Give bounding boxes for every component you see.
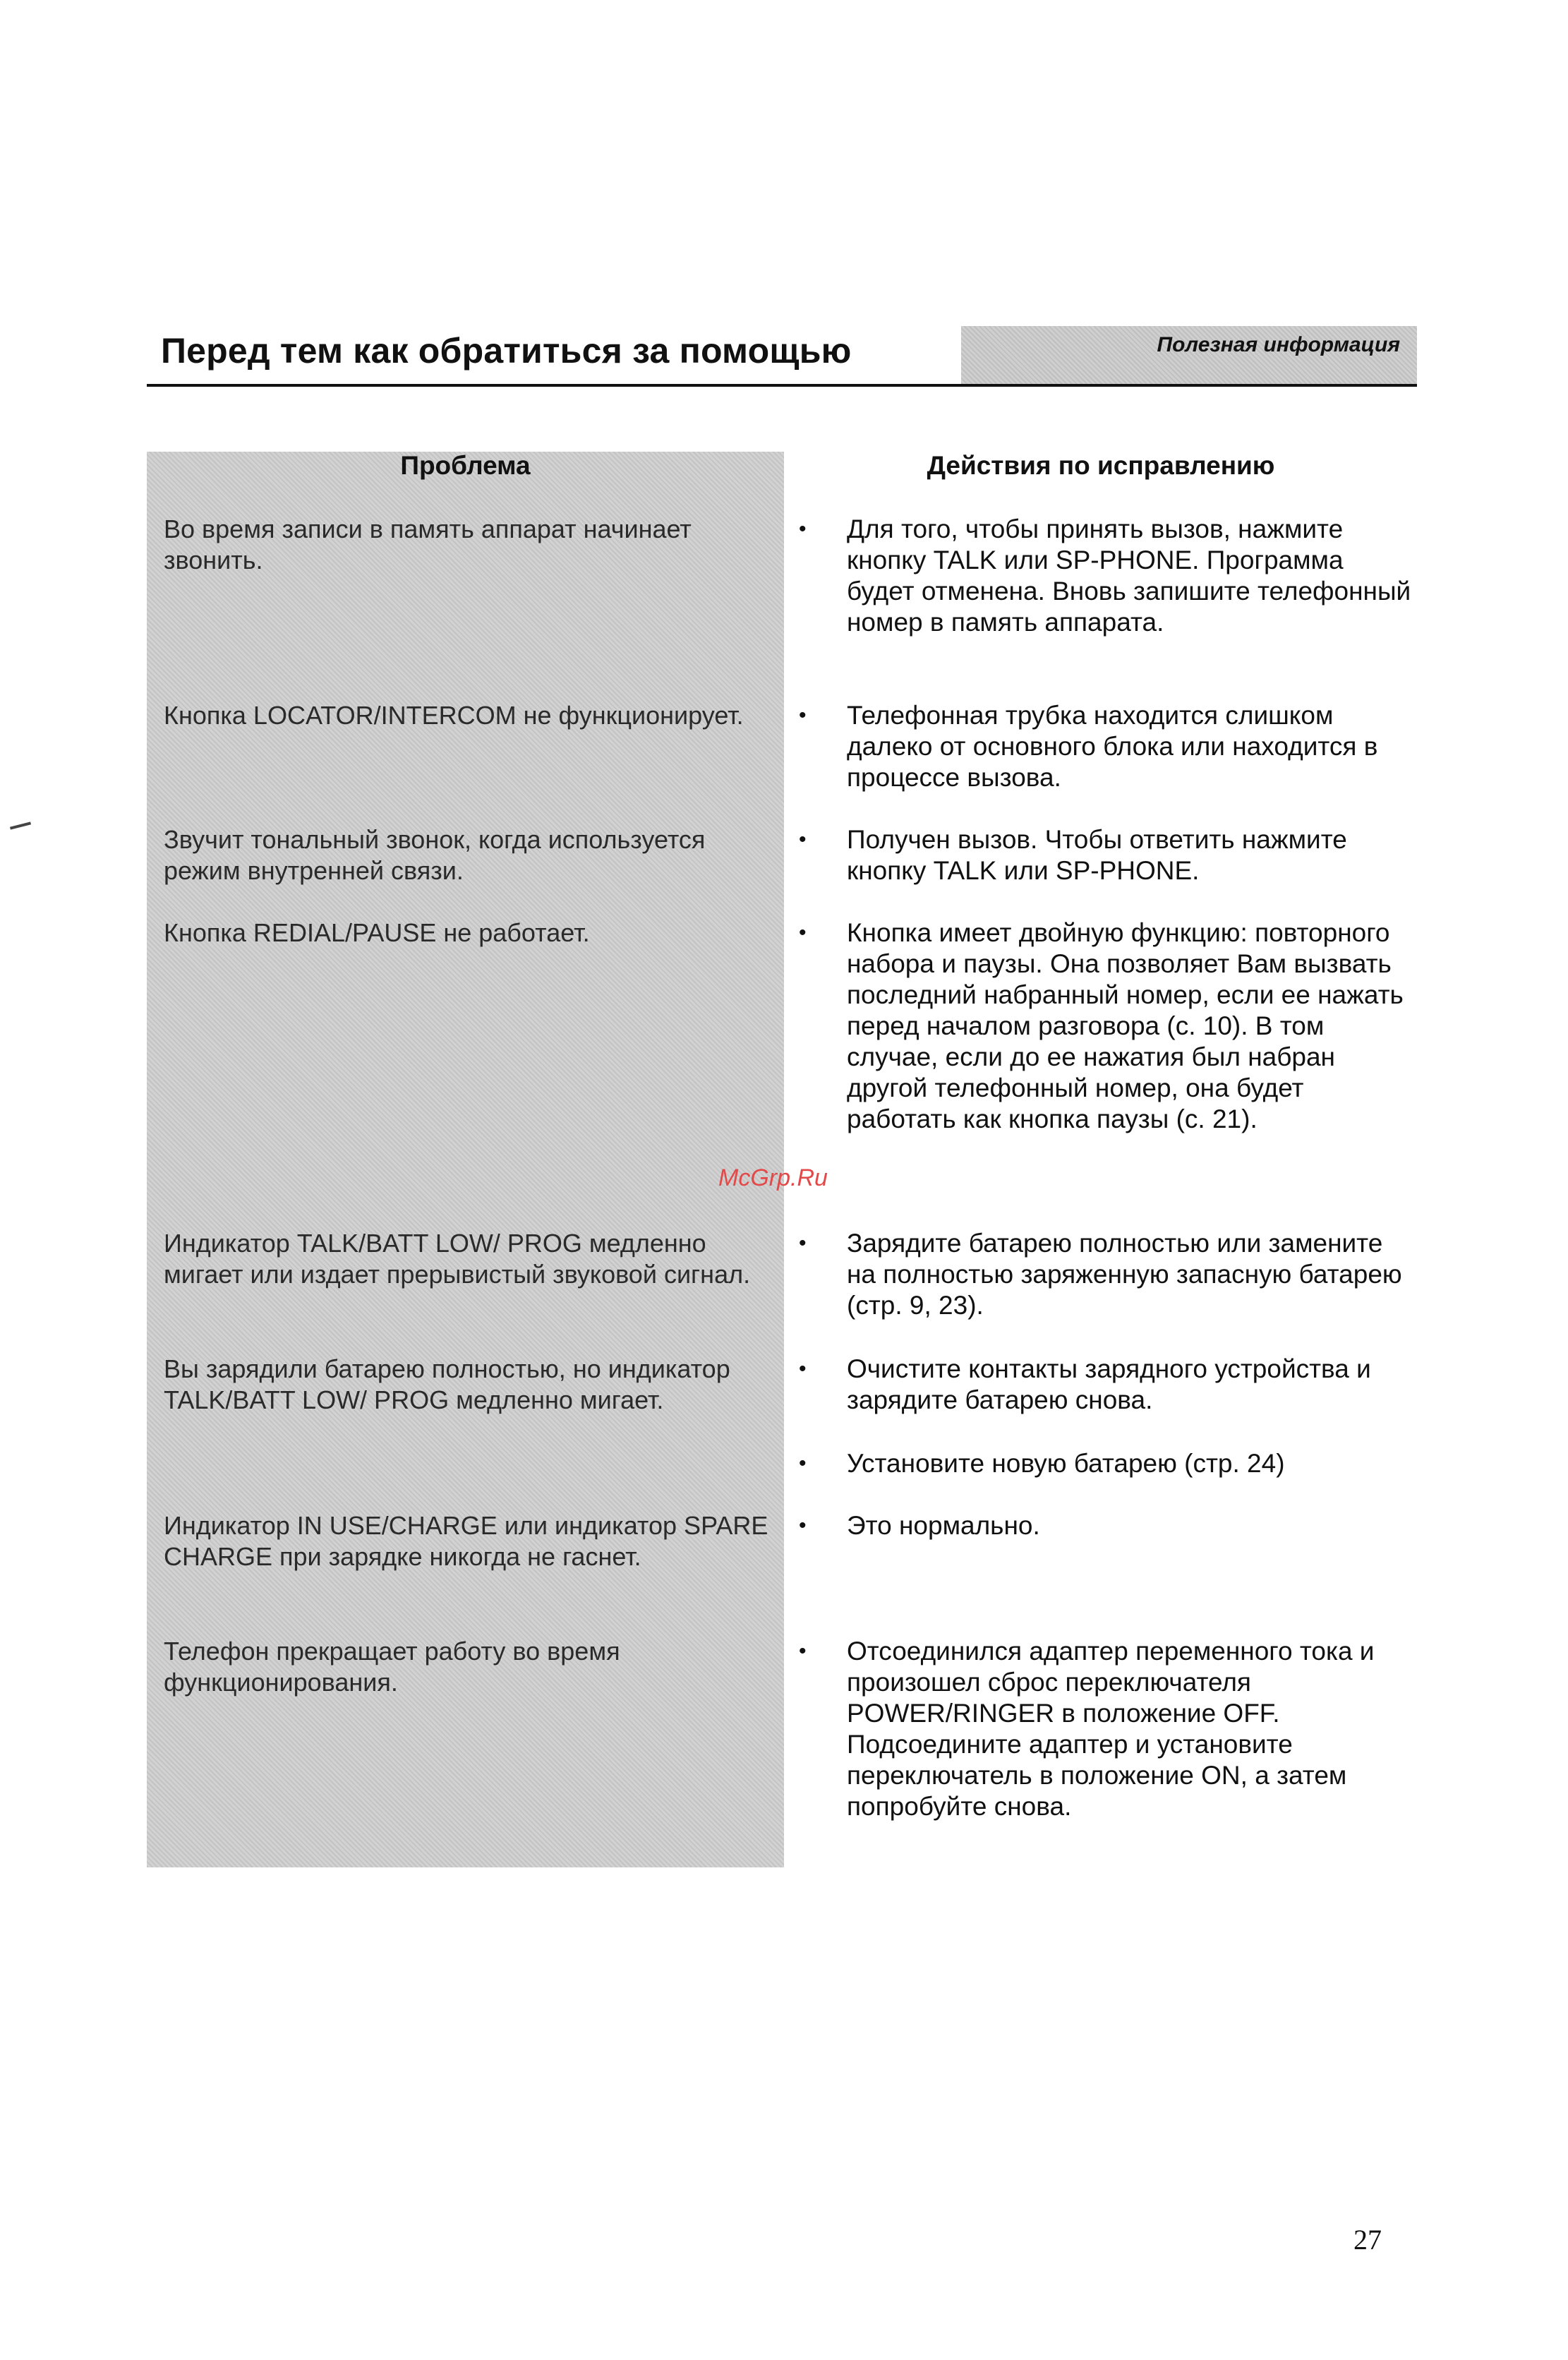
- problem-item: Индикатор TALK/BATT LOW/ PROG медленно мигает или издает прерывистый звуковой сигнал.: [164, 1229, 751, 1289]
- action-item: Отсоединился адаптер переменного тока и произошел сброс переключателя POWER/RINGER в положение OFF. Подсоедините адаптер и установите переключатель в положение ON, а затем попробуйте снова.: [847, 1637, 1375, 1821]
- bullet: •: [799, 828, 807, 851]
- action-item: Телефонная трубка находится слишком далеко от основного блока или находится в процессе вызова.: [847, 701, 1378, 792]
- bullet: •: [799, 1639, 807, 1663]
- problem-item: Вы зарядили батарею полностью, но индикатор TALK/BATT LOW/ PROG медленно мигает.: [164, 1354, 730, 1414]
- problem-item: Кнопка REDIAL/PAUSE не работает.: [164, 918, 590, 947]
- bullet: •: [799, 921, 807, 944]
- bullet: •: [799, 1514, 807, 1537]
- problem-item: Во время записи в память аппарат начинает звонить.: [164, 514, 692, 574]
- page-header: [147, 326, 1417, 388]
- section-tag: Полезная информация: [961, 326, 1417, 384]
- bullet: •: [799, 1452, 807, 1475]
- action-item: Кнопка имеет двойную функцию: повторного набора и паузы. Она позволяет Вам вызвать последний набранный номер, если ее нажать перед началом разговора (с. 10). В том случае, если до ее нажатия был набран другой телефонный номер, она будет работать как кнопка паузы (с. 21).: [847, 918, 1404, 1133]
- problem-item: Телефон прекращает работу во время функционирования.: [164, 1637, 620, 1697]
- problem-column-header: Проблема: [400, 451, 531, 480]
- problem-item: Индикатор IN USE/CHARGE или индикатор SPARE CHARGE при зарядке никогда не гаснет.: [164, 1511, 768, 1571]
- watermark: McGrp.Ru: [718, 1164, 828, 1191]
- margin-scan-mark: [10, 821, 31, 829]
- page-number: 27: [1353, 2224, 1382, 2256]
- action-item: Это нормально.: [847, 1511, 1040, 1540]
- problem-item: Звучит тональный звонок, когда используется режим внутренней связи.: [164, 825, 706, 885]
- problem-item: Кнопка LOCATOR/INTERCOM не функционирует.: [164, 701, 744, 730]
- action-column-header: Действия по исправлению: [927, 451, 1275, 480]
- bullet: •: [799, 704, 807, 727]
- action-item: Установите новую батарею (стр. 24): [847, 1449, 1285, 1478]
- action-item: Для того, чтобы принять вызов, нажмите кнопку TALK или SP-PHONE. Программа будет отменена. Вновь запишите телефонный номер в память аппарата.: [847, 514, 1411, 637]
- bullet: •: [799, 1357, 807, 1380]
- header-rule: [147, 384, 1417, 387]
- action-item: Получен вызов. Чтобы ответить нажмите кнопку TALK или SP-PHONE.: [847, 825, 1347, 885]
- bullet: •: [799, 1232, 807, 1255]
- page-title: Перед тем как обратиться за помощью: [161, 331, 852, 371]
- action-item: Зарядите батарею полностью или замените на полностью заряженную запасную батарею (стр. 9, 23).: [847, 1229, 1402, 1320]
- action-item: Очистите контакты зарядного устройства и зарядите батарею снова.: [847, 1354, 1371, 1414]
- bullet: •: [799, 517, 807, 541]
